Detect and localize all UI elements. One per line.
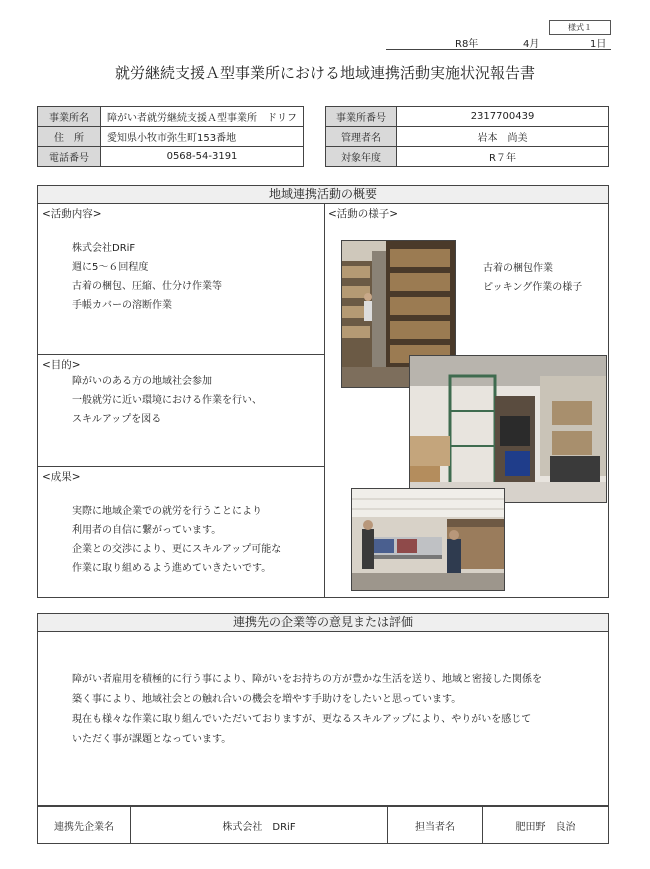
date-day: 1日 — [590, 39, 607, 50]
left-info-table — [37, 106, 304, 167]
result-text — [72, 502, 281, 578]
info-row-address — [38, 127, 304, 147]
info-value: 愛知県小牧市弥生町153番地 — [101, 127, 304, 147]
partner-label: 連携先企業名 — [38, 807, 131, 844]
column-divider — [324, 203, 325, 598]
row-divider-2 — [38, 466, 324, 467]
purpose-label: <目的> — [42, 359, 81, 371]
text-line: スキルアップを図る — [72, 414, 162, 425]
text-line: 週に5～６回程度 — [72, 262, 149, 273]
result-label: <成果> — [42, 471, 81, 483]
evaluation-text — [72, 670, 602, 750]
evaluation-section — [37, 613, 609, 806]
info-label: 住 所 — [38, 127, 101, 147]
info-row-manager — [326, 127, 609, 147]
photo-caption — [483, 259, 582, 297]
info-label: 対象年度 — [326, 147, 397, 167]
packing-carts-photo — [409, 355, 607, 503]
form-number: 様式１ — [549, 20, 611, 35]
text-line: 古着の梱包、圧縮、仕分け作業等 — [72, 281, 222, 292]
info-label: 事業所番号 — [326, 107, 397, 127]
info-label: 事業所名 — [38, 107, 101, 127]
text-line: 古着の梱包作業 — [483, 263, 553, 274]
text-line: 障がいのある方の地域社会参加 — [72, 376, 212, 387]
info-value: 2317700439 — [397, 107, 609, 127]
contact-value: 肥田野 良治 — [483, 807, 609, 844]
text-line: 現在も様々な作業に取り組んでいただいておりますが、更なるスキルアップにより、やりがいを感じて — [72, 714, 532, 725]
text-line: 実際に地域企業での就労を行うことにより — [72, 506, 262, 517]
contact-label: 担当者名 — [388, 807, 483, 844]
text-line: 作業に取り組めるよう進めていきたいです。 — [72, 563, 272, 574]
page-title: 就労継続支援Ａ型事業所における地域連携活動実施状況報告書 — [114, 64, 535, 82]
text-line: 障がい者雇用を積極的に行う事により、障がいをお持ちの方が豊かな生活を送り、地域と密接した関係を — [72, 674, 542, 685]
info-label: 管理者名 — [326, 127, 397, 147]
date-year: R8年 — [455, 39, 479, 50]
overview-section — [37, 185, 609, 598]
packing-carts-image — [410, 356, 606, 502]
evaluation-heading: 連携先の企業等の意見または評価 — [38, 614, 608, 632]
text-line: 株式会社DRiF — [72, 243, 136, 254]
footer-table — [37, 806, 609, 844]
right-info-table — [325, 106, 609, 167]
text-line: 築く事により、地域社会との触れ合いの機会を増やす手助けをしたいと思っています。 — [72, 694, 462, 705]
purpose-text — [72, 372, 262, 429]
info-value: 岩本 尚美 — [397, 127, 609, 147]
activity-scene-label: <活動の様子> — [328, 208, 399, 220]
info-row-phone — [38, 147, 304, 167]
activity-content-text — [72, 239, 222, 315]
info-row-office-number — [326, 107, 609, 127]
row-divider-1 — [38, 354, 324, 355]
text-line: いただく事が課題となっています。 — [72, 734, 232, 745]
workroom-photo — [351, 488, 505, 591]
info-row-office-name — [38, 107, 304, 127]
date-month: 4月 — [523, 39, 540, 50]
workroom-image — [352, 489, 504, 590]
overview-heading: 地域連携活動の概要 — [38, 186, 608, 204]
text-line: 利用者の自信に繋がっています。 — [72, 525, 222, 536]
text-line: 手帳カバーの溶断作業 — [72, 300, 172, 311]
text-line: ピッキング作業の様子 — [483, 282, 583, 293]
info-value: 0568-54-3191 — [101, 147, 304, 167]
date-underline — [386, 49, 611, 50]
footer-row — [38, 807, 609, 844]
info-row-fiscal-year — [326, 147, 609, 167]
text-line: 一般就労に近い環境における作業を行い、 — [72, 395, 262, 406]
activity-content-label: <活動内容> — [42, 208, 102, 220]
partner-value: 株式会社 DRiF — [131, 807, 388, 844]
info-value: 障がい者就労継続支援Ａ型事業所 ドリフ — [101, 107, 304, 127]
info-value: R７年 — [397, 147, 609, 167]
info-label: 電話番号 — [38, 147, 101, 167]
text-line: 企業との交渉により、更にスキルアップ可能な — [72, 544, 282, 555]
